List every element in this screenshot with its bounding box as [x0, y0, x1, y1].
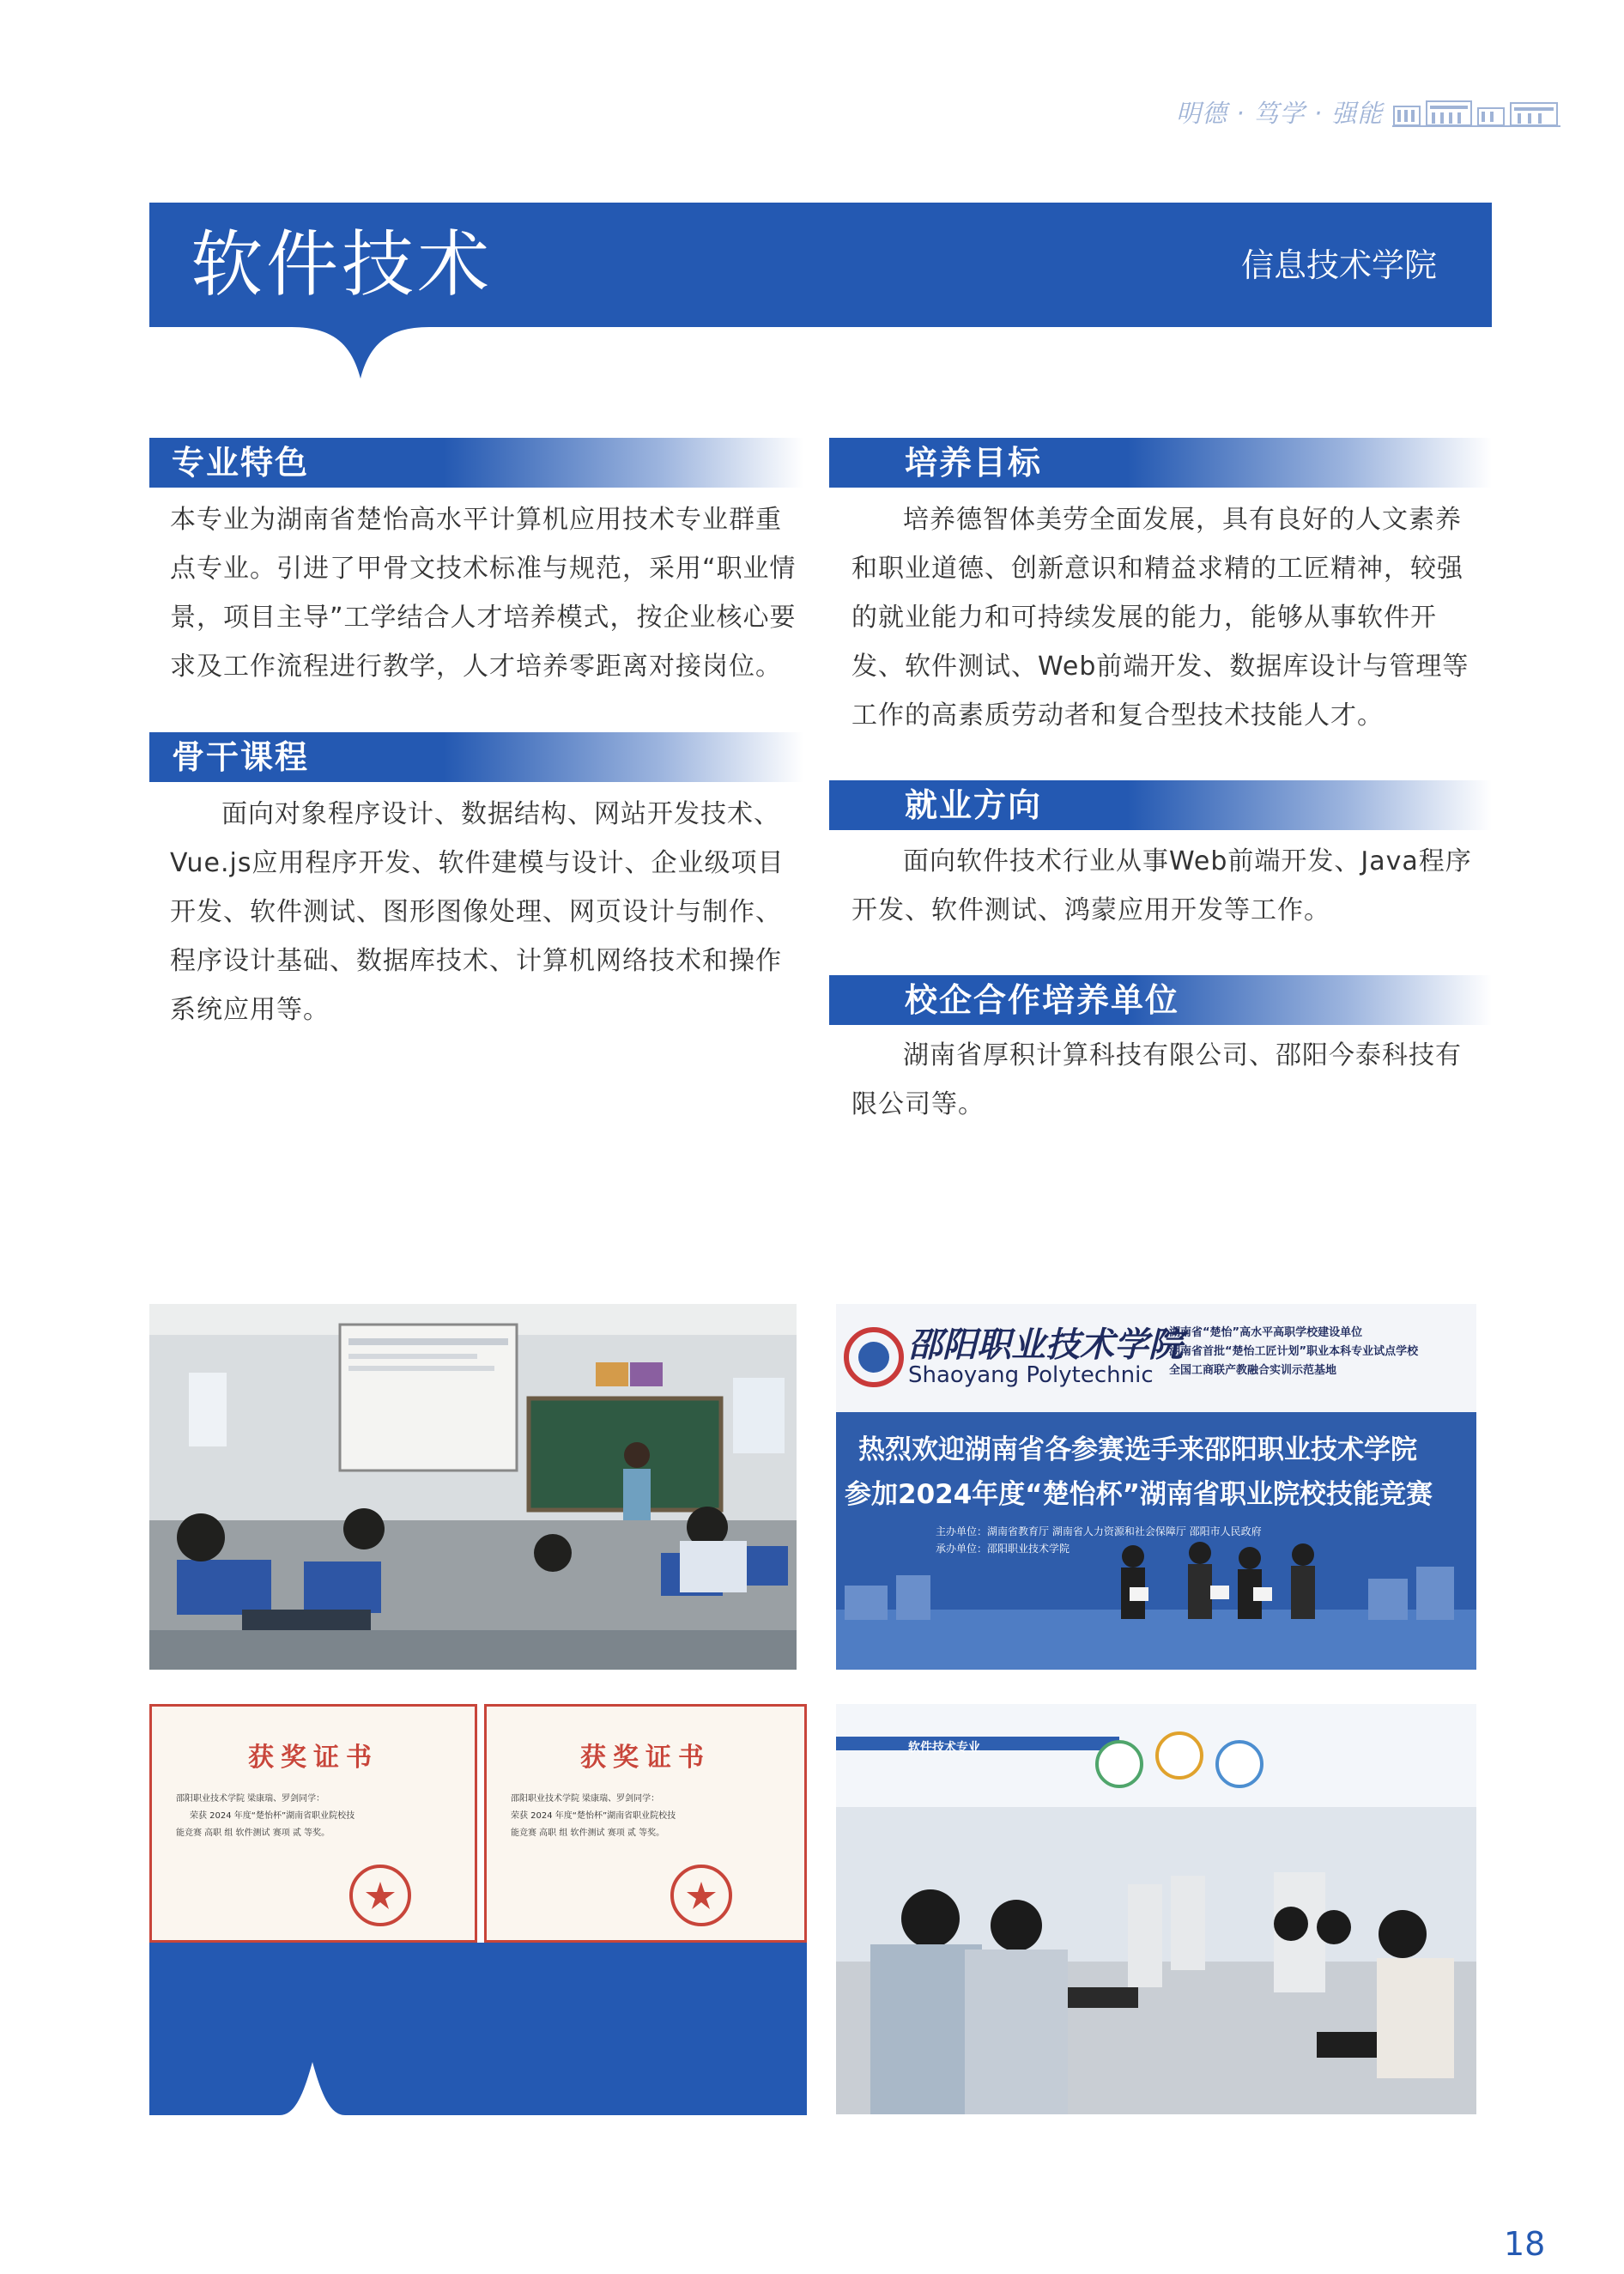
blue-panel-decoration: [149, 1942, 807, 2115]
award-certificates-photo: [149, 1704, 807, 1943]
section-title: 就业方向: [905, 786, 1043, 824]
page-number: 18: [1504, 2225, 1546, 2263]
title-banner: [149, 203, 1492, 327]
section-header-goals: [829, 438, 1492, 488]
campus-building-icon: [1392, 98, 1560, 127]
section-header-features: [149, 438, 803, 488]
school-name-cn: 邵阳职业技术学院: [908, 1325, 1183, 1365]
banner-notch-decoration: [292, 327, 429, 380]
page-title: 软件技术: [191, 222, 494, 306]
certificate-line: 能竞赛 高职 组 软件测试 赛项 贰 等奖。: [511, 1828, 665, 1838]
section-title: 校企合作培养单位: [905, 981, 1180, 1019]
partners-text: 湖南省厚积计算科技有限公司、邵阳今泰科技有限公司等。: [851, 1040, 1462, 1119]
courses-text: 面向对象程序设计、数据结构、网站开发技术、Vue.js应用程序开发、软件建模与设计、企业级项目开发、软件测试、图形图像处理、网页设计与制作、程序设计基础、数据库技术、计算机网络技术和操作系统应用等。: [170, 799, 785, 1025]
section-title: 骨干课程: [172, 738, 310, 776]
section-header-partners: [829, 975, 1492, 1025]
poster-tag: 湖南省首批“楚怡工匠计划”职业本科专业试点学校: [1169, 1345, 1419, 1358]
section-header-employment: [829, 780, 1492, 830]
computer-lab-photo: [836, 1704, 1476, 2114]
school-name-en: Shaoyang Polytechnic: [908, 1362, 1154, 1388]
certificate-line: 邵阳职业技术学院 梁康瑞、罗剑同学：: [176, 1794, 325, 1804]
certificate-title: 获奖证书: [580, 1743, 711, 1773]
certificate-line: 荣获 2024 年度“楚怡杯”湖南省职业院校技: [511, 1811, 676, 1821]
poster-tag: 湖南省“楚怡”高水平高职学校建设单位: [1169, 1326, 1363, 1339]
red-seal-icon: [346, 1861, 415, 1930]
section-header-courses: [149, 732, 803, 782]
section-title: 专业特色: [172, 444, 310, 482]
poster-tag: 全国工商联产教融合实训示范基地: [1169, 1364, 1337, 1377]
red-seal-icon: [667, 1861, 736, 1930]
certificate-line: 荣获 2024 年度“楚怡杯”湖南省职业院校技: [190, 1811, 355, 1821]
employment-text: 面向软件技术行业从事Web前端开发、Java程序开发、软件测试、鸿蒙应用开发等工作。: [851, 846, 1472, 925]
certificate-title: 获奖证书: [248, 1743, 379, 1773]
certificate: [149, 1704, 477, 1943]
poster-organizer: 主办单位：湖南省教育厅 湖南省人力资源和社会保障厅 邵阳市人民政府: [936, 1525, 1262, 1537]
goals-text: 培养德智体美劳全面发展，具有良好的人文素养和职业道德、创新意识和精益求精的工匠精神，较强的就业能力和可持续发展的能力，能够从事软件开发、软件测试、Web前端开发、数据库设计与管理等工作的高素质劳动者和复合型技术技能人才。: [851, 505, 1469, 731]
certificate-line: 邵阳职业技术学院 梁康瑞、罗剑同学：: [511, 1794, 660, 1804]
poster-headline: 参加2024年度“楚怡杯”湖南省职业院校技能竞赛: [845, 1479, 1433, 1510]
lab-sign-text: 软件技术专业: [908, 1741, 980, 1755]
poster-host: 承办单位：邵阳职业技术学院: [936, 1543, 1070, 1555]
classroom-photo: [149, 1304, 797, 1670]
poster-headline: 热烈欢迎湖南省各参赛选手来邵阳职业技术学院: [858, 1434, 1417, 1465]
competition-poster-photo: [836, 1304, 1476, 1670]
certificate-line: 能竞赛 高职 组 软件测试 赛项 贰 等奖。: [176, 1828, 330, 1838]
department-name: 信息技术学院: [1240, 246, 1437, 284]
certificate: [484, 1704, 807, 1943]
school-motto: 明德 · 笃学 · 强能: [1176, 99, 1384, 128]
section-title: 培养目标: [905, 444, 1043, 482]
features-text: 本专业为湖南省楚怡高水平计算机应用技术专业群重点专业。引进了甲骨文技术标准与规范，采用“职业情景，项目主导”工学结合人才培养模式，按企业核心要求及工作流程进行教学，人才培养零距离对接岗位。: [170, 505, 797, 682]
